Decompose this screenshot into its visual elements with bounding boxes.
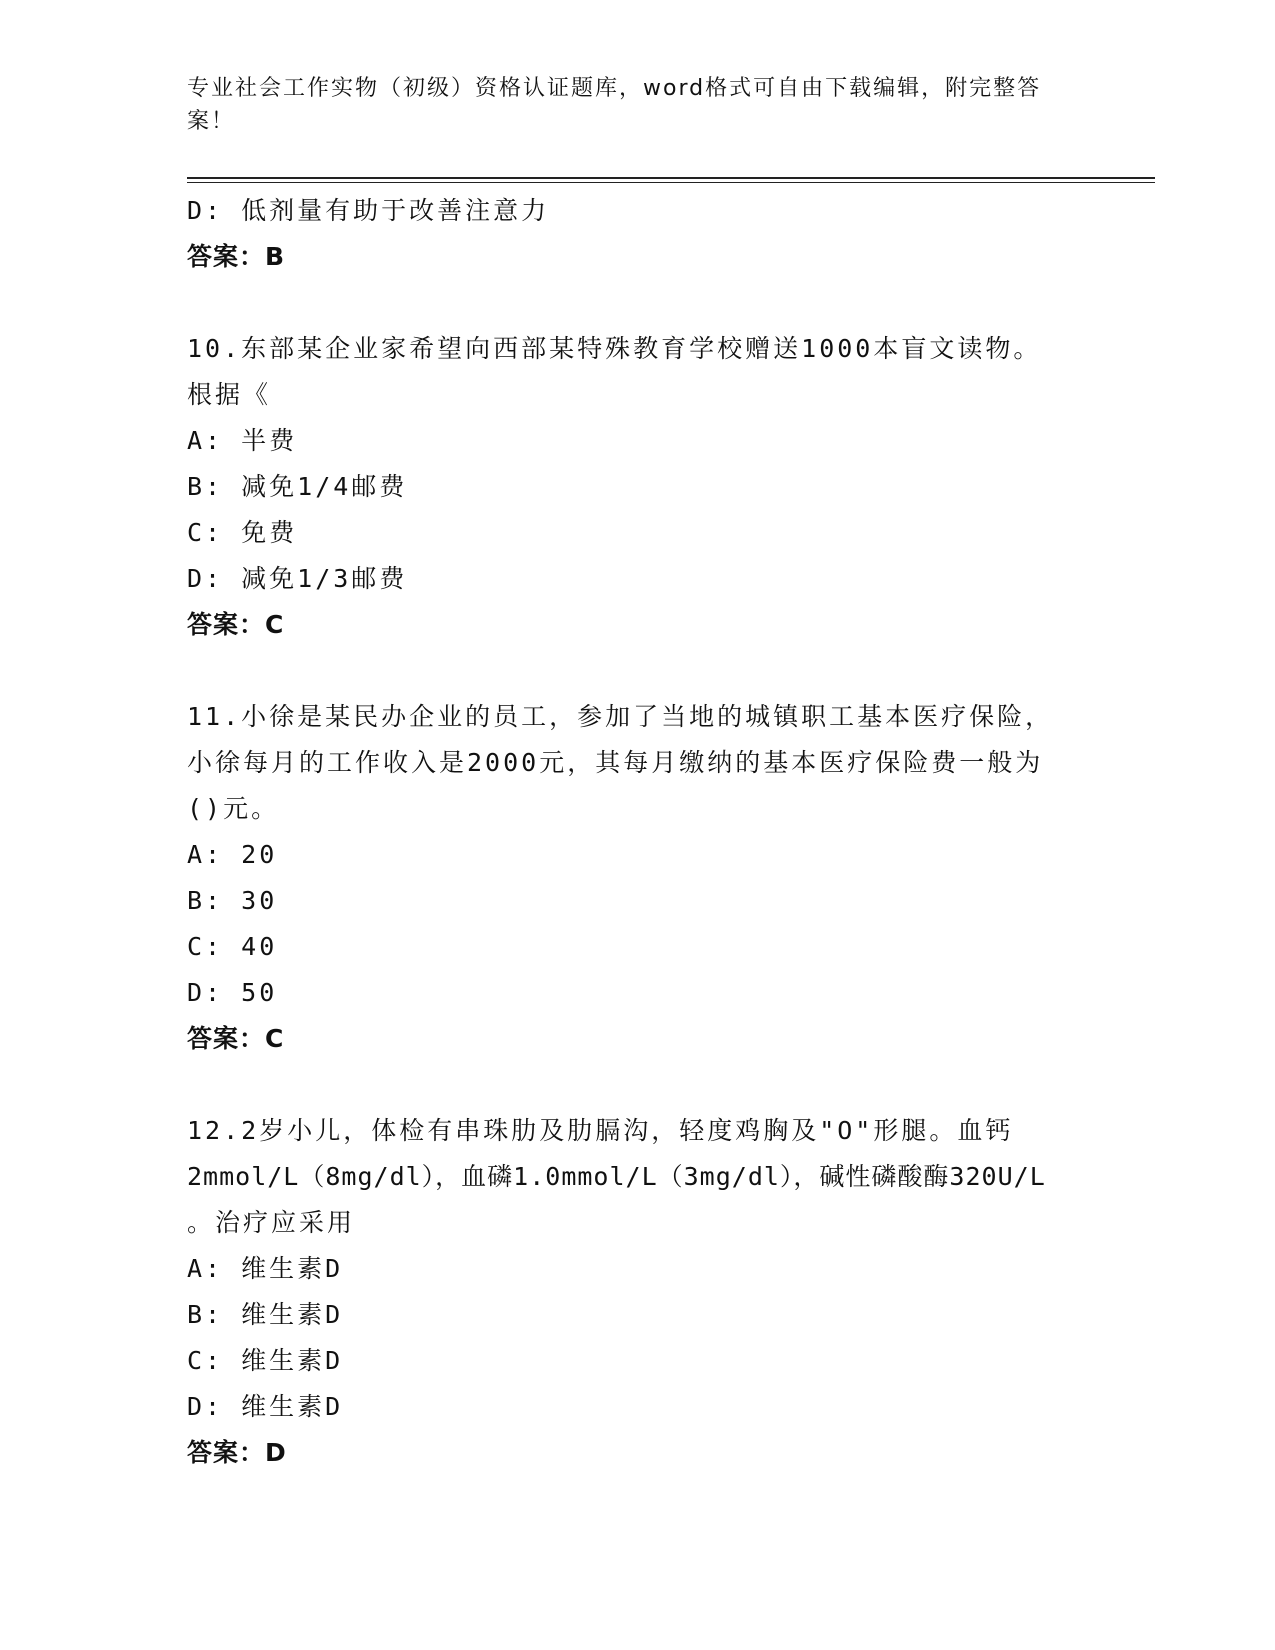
question-stem-line: 11.小徐是某民办企业的员工，参加了当地的城镇职工基本医疗保险，: [187, 702, 1054, 731]
answer-line: 答案：B: [187, 242, 286, 271]
question-11: [187, 694, 1087, 1062]
question-stem-line: 12.2岁小儿，体检有串珠肋及肋膈沟，轻度鸡胸及"O"形腿。血钙: [187, 1116, 1014, 1145]
option-b: B: 减免1/4邮费: [187, 472, 408, 501]
option-c: C: 免费: [187, 518, 298, 547]
spacer: [187, 1062, 1087, 1108]
spacer: [187, 648, 1087, 694]
header-title-line-1: 专业社会工作实物（初级）资格认证题库，word格式可自由下载编辑，附完整答: [187, 76, 1042, 101]
question-stem-line: 10.东部某企业家希望向西部某特殊教育学校赠送1000本盲文读物。: [187, 334, 1042, 363]
option-c: C: 维生素D: [187, 1346, 344, 1375]
answer-line: 答案：D: [187, 1438, 287, 1467]
option-d: D: 维生素D: [187, 1392, 344, 1421]
header-divider-thick: [187, 177, 1155, 179]
question-stem-line: 。治疗应采用: [187, 1208, 356, 1237]
header-title-line-2: 案！: [187, 109, 236, 134]
question-12: [187, 1108, 1087, 1476]
option-b: B: 维生素D: [187, 1300, 344, 1329]
spacer: [187, 280, 1087, 326]
answer-line: 答案：C: [187, 1024, 285, 1053]
question-stem-line: 根据《: [187, 380, 272, 409]
question-stem-line: ()元。: [187, 794, 280, 823]
answer-line: 答案：C: [187, 610, 285, 639]
option-b: B: 30: [187, 886, 278, 915]
question-10: [187, 326, 1087, 648]
option-a: A: 半费: [187, 426, 298, 455]
option-a: A: 20: [187, 840, 278, 869]
option-d: D: 50: [187, 978, 278, 1007]
question-stem-line: 2mmol/L（8mg/dl），血磷1.0mmol/L（3mg/dl），碱性磷酸酶320U/L: [187, 1162, 1046, 1191]
question-stem-line: 小徐每月的工作收入是2000元，其每月缴纳的基本医疗保险费一般为: [187, 748, 1044, 777]
document-header: [187, 72, 1067, 138]
option-d: D: 低剂量有助于改善注意力: [187, 196, 550, 225]
question-9-tail: [187, 188, 1087, 280]
question-list: [187, 188, 1087, 1476]
option-c: C: 40: [187, 932, 278, 961]
option-a: A: 维生素D: [187, 1254, 344, 1283]
header-divider-thin: [187, 182, 1155, 183]
option-d: D: 减免1/3邮费: [187, 564, 408, 593]
